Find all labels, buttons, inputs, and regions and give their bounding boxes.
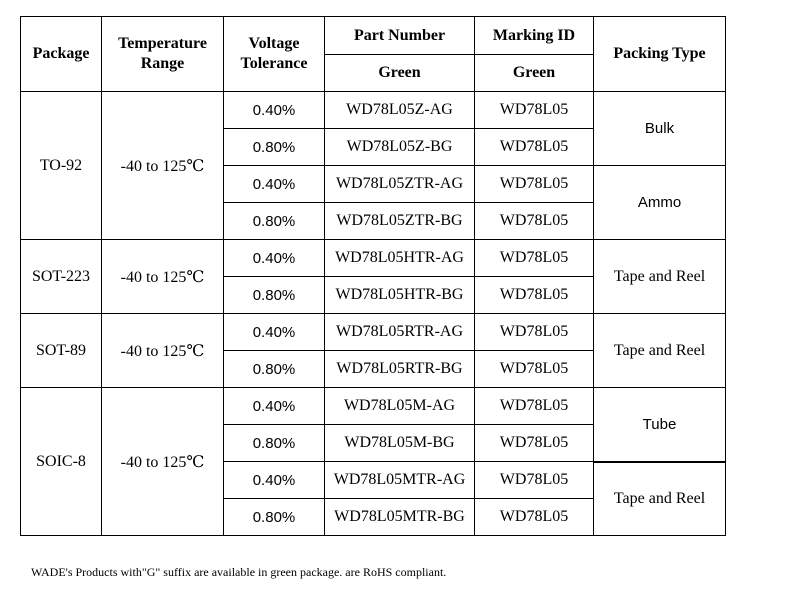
packing-type-cell: Bulk — [594, 92, 726, 166]
table-row — [21, 92, 726, 129]
package-cell: SOT-89 — [21, 314, 102, 388]
marking-id-cell: WD78L05 — [475, 499, 594, 536]
part-number-cell: WD78L05ZTR-BG — [325, 203, 475, 240]
marking-id-cell: WD78L05 — [475, 166, 594, 203]
table-row — [21, 314, 726, 351]
header-part-number: Part Number — [325, 17, 475, 55]
header-package: Package — [21, 17, 102, 92]
tolerance-cell: 0.40% — [224, 462, 325, 499]
header-voltage-tolerance: Voltage Tolerance — [224, 17, 325, 92]
package-cell: SOT-223 — [21, 240, 102, 314]
part-number-cell: WD78L05RTR-AG — [325, 314, 475, 351]
tolerance-cell: 0.40% — [224, 92, 325, 129]
packing-type-cell: Tape and Reel — [594, 314, 726, 388]
part-number-cell: WD78L05M-AG — [325, 388, 475, 425]
part-number-cell: WD78L05ZTR-AG — [325, 166, 475, 203]
marking-id-cell: WD78L05 — [475, 240, 594, 277]
temperature-cell: -40 to 125℃ — [102, 314, 224, 388]
tolerance-cell: 0.80% — [224, 351, 325, 388]
header-marking-id: Marking ID — [475, 17, 594, 55]
part-number-cell: WD78L05MTR-BG — [325, 499, 475, 536]
tolerance-cell: 0.40% — [224, 240, 325, 277]
packing-type-cell: Tape and Reel — [594, 240, 726, 314]
table-row — [21, 240, 726, 277]
tolerance-cell: 0.80% — [224, 129, 325, 166]
part-number-cell: WD78L05HTR-BG — [325, 277, 475, 314]
tolerance-cell: 0.40% — [224, 166, 325, 203]
packing-type-cell: Ammo — [594, 166, 726, 240]
tolerance-cell: 0.80% — [224, 277, 325, 314]
marking-id-cell: WD78L05 — [475, 462, 594, 499]
part-number-cell: WD78L05M-BG — [325, 425, 475, 462]
part-number-cell: WD78L05RTR-BG — [325, 351, 475, 388]
marking-id-cell: WD78L05 — [475, 314, 594, 351]
temperature-cell: -40 to 125℃ — [102, 240, 224, 314]
package-cell: SOIC-8 — [21, 388, 102, 536]
marking-id-cell: WD78L05 — [475, 129, 594, 166]
packing-type-cell: Tape and Reel — [594, 462, 726, 536]
marking-id-cell: WD78L05 — [475, 277, 594, 314]
marking-id-cell: WD78L05 — [475, 351, 594, 388]
tolerance-cell: 0.40% — [224, 388, 325, 425]
temperature-cell: -40 to 125℃ — [102, 92, 224, 240]
header-part-number-green: Green — [325, 55, 475, 92]
footnote: WADE's Products with"G" suffix are available in green package. are RoHS compliant. — [31, 565, 447, 579]
ordering-info-table — [20, 16, 726, 536]
header-temperature-range: Temperature Range — [102, 17, 224, 92]
marking-id-cell: WD78L05 — [475, 92, 594, 129]
tolerance-cell: 0.80% — [224, 499, 325, 536]
table-row — [21, 388, 726, 425]
temperature-cell: -40 to 125℃ — [102, 388, 224, 536]
tolerance-cell: 0.80% — [224, 425, 325, 462]
part-number-cell: WD78L05Z-AG — [325, 92, 475, 129]
part-number-cell: WD78L05Z-BG — [325, 129, 475, 166]
marking-id-cell: WD78L05 — [475, 388, 594, 425]
part-number-cell: WD78L05MTR-AG — [325, 462, 475, 499]
header-marking-id-green: Green — [475, 55, 594, 92]
tolerance-cell: 0.40% — [224, 314, 325, 351]
package-cell: TO-92 — [21, 92, 102, 240]
tolerance-cell: 0.80% — [224, 203, 325, 240]
marking-id-cell: WD78L05 — [475, 425, 594, 462]
part-number-cell: WD78L05HTR-AG — [325, 240, 475, 277]
header-packing-type: Packing Type — [594, 17, 726, 92]
marking-id-cell: WD78L05 — [475, 203, 594, 240]
packing-type-cell: Tube — [594, 388, 726, 462]
